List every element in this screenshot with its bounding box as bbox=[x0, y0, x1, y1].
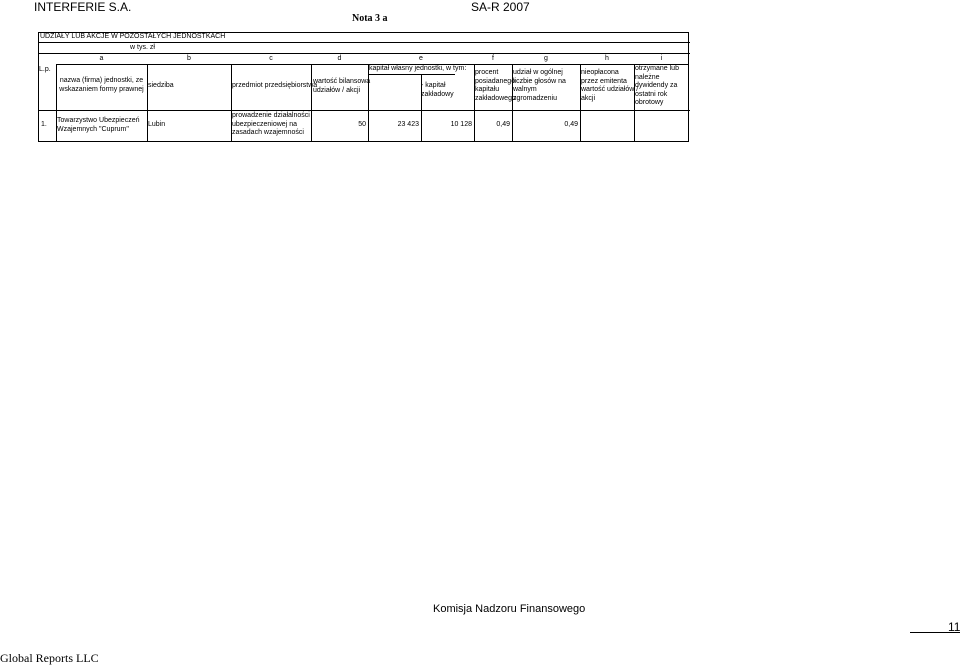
col-letter-a: a bbox=[99, 55, 104, 62]
row-activity: prowadzenie działalności ubezpieczeniowej na zasadach wzajemności bbox=[232, 112, 310, 137]
col-header-unpaid: nieopłacona przez emitenta wartość udziałów / akcji bbox=[581, 69, 639, 102]
footer-commission: Komisja Nadzoru Finansowego bbox=[433, 603, 586, 615]
row-pct-capital: 0,49 bbox=[496, 121, 510, 128]
col-letter-h: h bbox=[605, 55, 609, 62]
col-letter-g: g bbox=[544, 55, 548, 62]
table-title: UDZIAŁY LUB AKCJE W POZOSTAŁYCH JEDNOSTKACH bbox=[40, 33, 226, 40]
row-book-value: 50 bbox=[358, 121, 366, 128]
footer-publisher: Global Reports LLC bbox=[0, 651, 99, 665]
col-header-pct-capital: procent posiadanego kapitału zakładowego bbox=[475, 69, 516, 102]
col-header-activity: przedmiot przedsiębiorstwa bbox=[232, 82, 318, 89]
col-letter-b: b bbox=[187, 55, 191, 62]
row-pct-votes: 0,49 bbox=[564, 121, 578, 128]
col-header-share-capital: - kapitał zakładowy bbox=[421, 82, 454, 98]
col-header-book-value: wartość bilansowa udziałów / akcji bbox=[313, 78, 371, 94]
col-letter-c: c bbox=[269, 55, 273, 62]
col-letter-e: e bbox=[419, 55, 423, 62]
row-equity: 23 423 bbox=[397, 121, 419, 128]
col-header-lp: L.p. bbox=[39, 66, 51, 73]
row-seat: Lubin bbox=[148, 121, 166, 128]
row-lp: 1. bbox=[41, 121, 47, 128]
col-letter-d: d bbox=[337, 55, 342, 62]
col-letter-i: i bbox=[660, 55, 663, 62]
row-share-capital: 10 128 bbox=[450, 121, 472, 128]
company-name: INTERFERIE S.A. bbox=[34, 0, 132, 14]
col-header-name: nazwa (firma) jednostki, ze wskazaniem formy prawnej bbox=[59, 77, 144, 93]
col-header-seat: siedziba bbox=[148, 82, 174, 89]
report-code: SA-R 2007 bbox=[471, 0, 530, 14]
table-unit: w tys. zł bbox=[130, 44, 155, 51]
col-letter-f: f bbox=[492, 55, 494, 62]
col-header-dividends: otrzymane lub należne dywidendy za ostatni rok obrotowy bbox=[635, 65, 679, 107]
page-number: 11 bbox=[948, 620, 960, 634]
col-header-equity: kapitał własny jednostki, w tym: bbox=[369, 65, 467, 72]
col-header-pct-votes: udział w ogólnej liczbie głosów na walnym zgromadzeniu bbox=[513, 69, 566, 102]
row-name: Towarzystwo Ubezpieczeń Wzajemnych "Cuprum" bbox=[57, 117, 140, 133]
note-title: Nota 3 a bbox=[352, 13, 388, 24]
